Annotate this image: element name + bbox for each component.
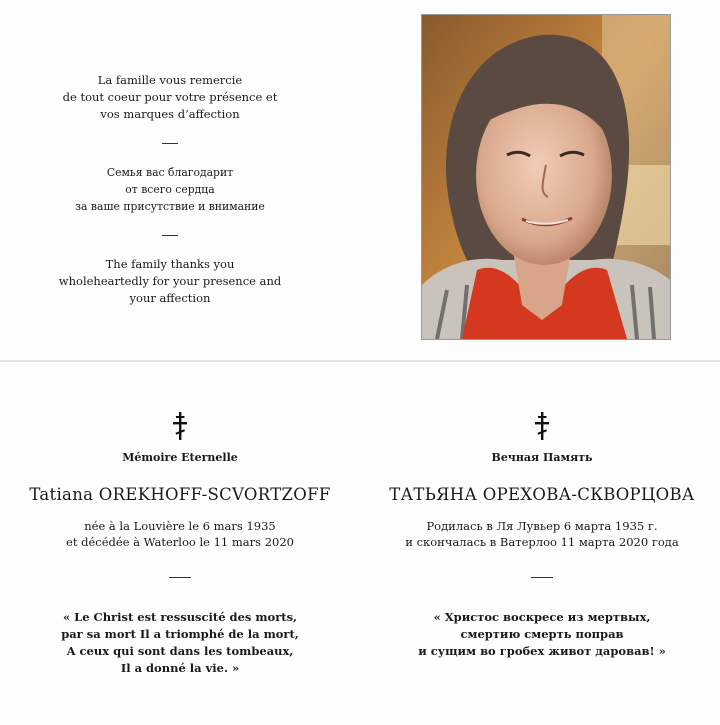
paschal-verse: « Le Christ est ressuscité des morts, par sa mort Il a triomphé de la mort, A ceux qui sont dans les tombeaux, Il a donné la vie. » [61, 610, 299, 675]
life-dates: Родилась в Ля Лувьер 6 марта 1935 г. и скончалась в Ватерлоо 11 марта 2020 года [405, 519, 679, 549]
separator [162, 235, 178, 236]
card-outside [0, 362, 720, 725]
thanks-russian: Семья вас благодарит от всего сердца за ваше присутствие и внимание [75, 166, 265, 213]
separator [162, 143, 178, 144]
card-inside [0, 0, 720, 360]
portrait-photo [421, 14, 671, 340]
separator [531, 577, 553, 578]
life-dates: née à la Louvière le 6 mars 1935 et décédée à Waterloo le 11 mars 2020 [66, 519, 294, 549]
deceased-name: ТАТЬЯНА ОРЕХОВА-СКВОРЦОВА [389, 485, 695, 504]
thanks-text [20, 72, 320, 307]
memory-title: Mémoire Eternelle [122, 451, 238, 464]
deceased-name: Tatiana OREKHOFF-SCVORTZOFF [29, 485, 331, 504]
thanks-english: The family thanks you wholeheartedly for your presence and your affection [58, 257, 282, 305]
orthodox-cross-icon [172, 412, 188, 440]
orthodox-cross-icon [534, 412, 550, 440]
memory-title: Вечная Память [491, 451, 593, 464]
thanks-french: La famille vous remercie de tout coeur pour votre présence et vos marques d’affection [62, 73, 278, 121]
portrait-illustration [422, 15, 670, 339]
separator [169, 577, 191, 578]
paschal-verse: « Христос воскресе из мертвых, смертию смерть поправ и сущим во гробех живот даровав! » [418, 610, 666, 658]
